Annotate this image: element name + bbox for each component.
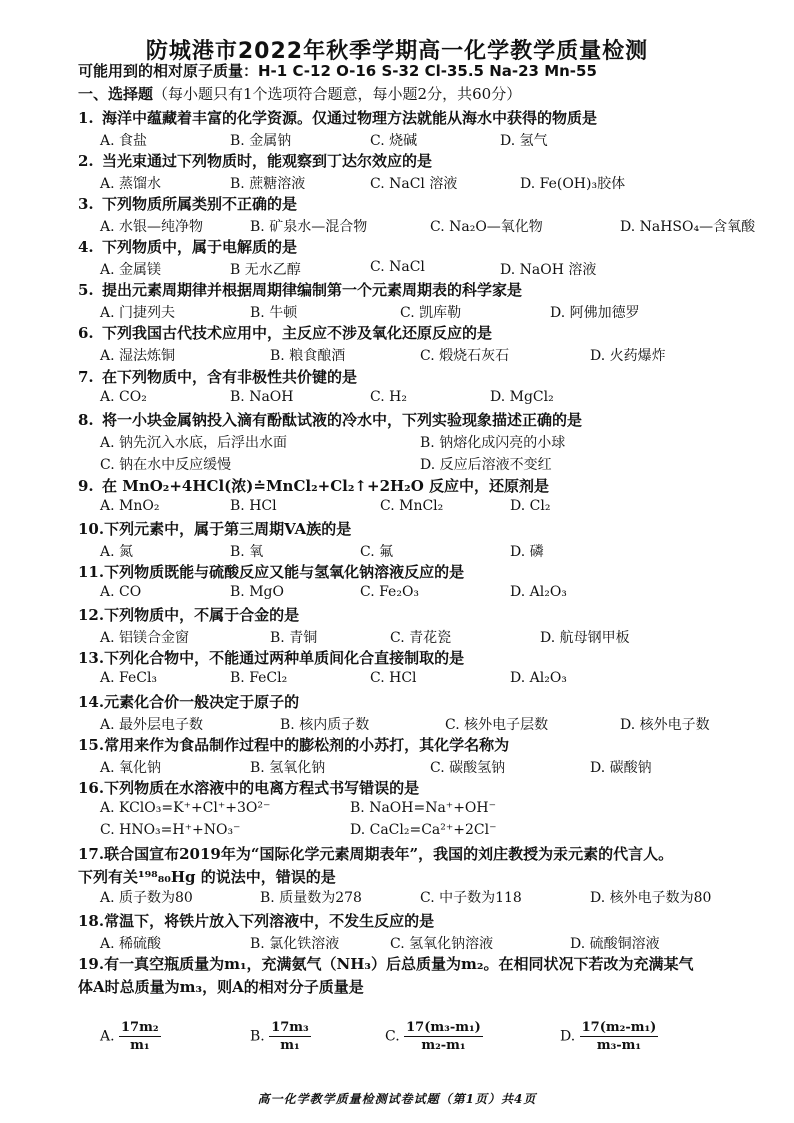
question-text: 下列物质在水溶液中的电离方程式书写错误的是 xyxy=(104,779,420,797)
answer-option: D. 阿佛加德罗 xyxy=(550,305,640,321)
question-stem xyxy=(78,953,778,974)
question-number: 18. xyxy=(78,912,105,930)
question-stem xyxy=(78,150,778,171)
fraction-numerator: 17m₂ xyxy=(121,1020,159,1035)
question-stem xyxy=(78,843,778,864)
fraction-denominator: m₃-m₁ xyxy=(596,1038,642,1053)
question-text-continued: 下列有关¹⁹⁸₈₀Hg 的说法中，错误的是 xyxy=(78,868,336,886)
question-text: 海洋中蕴藏着丰富的化学资源。仅通过物理方法就能从海水中获得的物质是 xyxy=(102,109,598,127)
question-text: 当光束通过下列物质时，能观察到丁达尔效应的是 xyxy=(102,152,433,170)
question-number: 12. xyxy=(78,606,105,624)
fraction-numerator: 17(m₃-m₁) xyxy=(406,1020,481,1035)
answer-option: A. 氧化钠 xyxy=(100,760,162,776)
question-number: 4. xyxy=(78,238,94,256)
question-text: 在 MnO₂+4HCl(浓)≐MnCl₂+Cl₂↑+2H₂O 反应中，还原剂是 xyxy=(102,477,550,495)
section-note: （每小题只有1个选项符合题意，每小题2分，共60分） xyxy=(153,85,522,103)
answer-option: B. 牛顿 xyxy=(250,305,298,321)
option-letter: B. xyxy=(250,1028,270,1045)
answer-option: B. 氯化铁溶液 xyxy=(250,936,340,952)
fraction xyxy=(404,1020,483,1053)
fraction xyxy=(580,1020,659,1053)
question-number: 8. xyxy=(78,411,94,429)
exam-title: 防城港市2022年秋季学期高一化学教学质量检测 xyxy=(145,39,649,64)
option-letter: C. xyxy=(385,1028,405,1045)
answer-option: B. MgO xyxy=(230,584,284,600)
answer-option: C. 钠在水中反应缓慢 xyxy=(100,457,232,473)
answer-option: C. HNO₃=H⁺+NO₃⁻ xyxy=(100,822,241,838)
answer-option: A. 蒸馏水 xyxy=(100,176,162,192)
answer-option: D. 氢气 xyxy=(500,133,548,149)
answer-option: C. HCl xyxy=(370,670,417,686)
fraction-numerator: 17(m₂-m₁) xyxy=(581,1020,657,1035)
answer-option: D. Cl₂ xyxy=(510,498,551,514)
question-number: 3. xyxy=(78,195,94,213)
answer-option: B. 氧 xyxy=(230,544,264,560)
question-text: 下列物质既能与硫酸反应又能与氢氧化钠溶液反应的是 xyxy=(104,563,465,581)
answer-option: B. 矿泉水—混合物 xyxy=(250,219,368,235)
answer-option: D. 核外电子数 xyxy=(620,717,710,733)
answer-option: A. CO₂ xyxy=(100,389,147,405)
answer-option: C. 烧碱 xyxy=(370,133,418,149)
answer-option: B. 蔗糖溶液 xyxy=(230,176,306,192)
question-text: 在下列物质中，含有非极性共价键的是 xyxy=(102,368,358,386)
answer-option: B. 质量数为278 xyxy=(260,890,362,906)
question-number: 14. xyxy=(78,693,105,711)
page-footer: 高一化学教学质量检测试卷试题（第1页）共4页 xyxy=(257,1092,537,1106)
question-text: 提出元素周期律并根据周期律编制第一个元素周期表的科学家是 xyxy=(102,281,523,299)
question-stem xyxy=(78,777,778,798)
question-stem xyxy=(78,409,778,430)
question-text: 下列化合物中，不能通过两种单质间化合直接制取的是 xyxy=(104,649,465,667)
question-number: 2. xyxy=(78,152,94,170)
question-text: 下列我国古代技术应用中，主反应不涉及氧化还原反应的是 xyxy=(102,324,493,342)
answer-option: D. 磷 xyxy=(510,544,544,560)
question-stem xyxy=(78,279,778,300)
question-stem xyxy=(78,691,778,712)
answer-option: A. MnO₂ xyxy=(100,498,160,514)
answer-option: B. NaOH xyxy=(230,389,294,405)
answer-option: D. 核外电子数为80 xyxy=(590,890,712,906)
answer-option: C. 煅烧石灰石 xyxy=(420,348,510,364)
question-stem xyxy=(78,647,778,668)
answer-option: C. 氟 xyxy=(360,544,394,560)
question-number: 7. xyxy=(78,368,94,386)
question-text: 将一小块金属钠投入滴有酚酞试液的冷水中，下列实验现象描述正确的是 xyxy=(102,411,583,429)
answer-option: C. NaCl 溶液 xyxy=(370,176,458,192)
question-text: 下列物质中，不属于合金的是 xyxy=(104,606,300,624)
answer-option: C. Na₂O—氧化物 xyxy=(430,219,543,235)
answer-option: D. NaOH 溶液 xyxy=(500,262,597,278)
question-number: 11. xyxy=(78,563,105,581)
answer-option: B. NaOH=Na⁺+OH⁻ xyxy=(350,800,496,816)
answer-option: B 无水乙醇 xyxy=(230,262,301,278)
question-number: 19. xyxy=(78,955,105,973)
answer-option: C. 氢氧化钠溶液 xyxy=(390,936,494,952)
answer-option: C. 青花瓷 xyxy=(390,630,452,646)
question-number: 10. xyxy=(78,520,105,538)
question-text: 有一真空瓶质量为m₁，充满氨气（NH₃）后总质量为m₂。在相同状况下若改为充满某气 xyxy=(104,955,694,973)
answer-option: A. 湿法炼铜 xyxy=(100,348,176,364)
answer-option: D. 反应后溶液不变红 xyxy=(420,457,552,473)
section-heading xyxy=(78,83,521,104)
answer-option: A. FeCl₃ xyxy=(100,670,158,686)
answer-option: C. 中子数为118 xyxy=(420,890,522,906)
question-text: 下列物质所属类别不正确的是 xyxy=(102,195,298,213)
question-text: 下列元素中，属于第三周期VA族的是 xyxy=(104,520,352,538)
answer-option: D. 碳酸钠 xyxy=(590,760,652,776)
answer-option: B. HCl xyxy=(230,498,277,514)
answer-option xyxy=(385,1020,483,1053)
question-stem xyxy=(78,561,778,582)
answer-option: B. 粮食酿酒 xyxy=(270,348,346,364)
section-title: 一、选择题 xyxy=(78,85,154,103)
answer-option: C. 碳酸氢钠 xyxy=(430,760,506,776)
answer-option: D. Al₂O₃ xyxy=(510,584,567,600)
answer-option: A. KClO₃=K⁺+Cl⁺+3O²⁻ xyxy=(100,800,271,816)
answer-option: B. 金属钠 xyxy=(230,133,292,149)
answer-option: A. 氮 xyxy=(100,544,134,560)
question-stem xyxy=(78,322,778,343)
question-stem xyxy=(78,518,778,539)
answer-option: D. 火药爆炸 xyxy=(590,348,666,364)
answer-option: C. Fe₂O₃ xyxy=(360,584,420,600)
question-stem xyxy=(78,604,778,625)
answer-option xyxy=(100,1020,161,1053)
question-text: 元素化合价一般决定于原子的 xyxy=(104,693,300,711)
answer-option: C. 凯库勒 xyxy=(400,305,462,321)
answer-option: B. 青铜 xyxy=(270,630,318,646)
question-number: 6. xyxy=(78,324,94,342)
fraction-numerator: 17m₃ xyxy=(271,1020,309,1035)
answer-option: D. MgCl₂ xyxy=(490,389,554,405)
option-letter: A. xyxy=(100,1028,120,1045)
question-text: 常用来作为食品制作过程中的膨松剂的小苏打，其化学名称为 xyxy=(104,736,510,754)
question-stem xyxy=(78,193,778,214)
question-stem xyxy=(78,366,778,387)
answer-option: A. 稀硫酸 xyxy=(100,936,162,952)
atomic-masses: 可能用到的相对原子质量：H-1 C-12 O-16 S-32 Cl-35.5 Na-23 Mn-55 xyxy=(78,62,597,80)
answer-option: D. 航母钢甲板 xyxy=(540,630,630,646)
question-number: 13. xyxy=(78,649,105,667)
answer-option: C. NaCl xyxy=(370,259,425,275)
answer-option: B. 核内质子数 xyxy=(280,717,370,733)
question-text: 常温下，将铁片放入下列溶液中，不发生反应的是 xyxy=(104,912,435,930)
fraction-denominator: m₁ xyxy=(280,1038,300,1053)
question-text-continued: 体A时总质量为m₃，则A的相对分子质量是 xyxy=(78,978,364,996)
fraction-denominator: m₁ xyxy=(130,1038,150,1053)
question-stem xyxy=(78,734,778,755)
question-text: 联合国宣布2019年为“国际化学元素周期表年”，我国的刘庄教授为汞元素的代言人。 xyxy=(104,845,674,863)
answer-option xyxy=(250,1020,311,1053)
fraction xyxy=(119,1020,161,1053)
answer-option: A. 铝镁合金窗 xyxy=(100,630,190,646)
answer-option: A. CO xyxy=(100,584,142,600)
fraction-denominator: m₂-m₁ xyxy=(421,1038,466,1053)
answer-option: D. NaHSO₄—含氧酸 xyxy=(620,219,756,235)
question-text: 下列物质中，属于电解质的是 xyxy=(102,238,298,256)
question-number: 5. xyxy=(78,281,94,299)
question-number: 15. xyxy=(78,736,105,754)
answer-option: C. MnCl₂ xyxy=(380,498,444,514)
answer-option: A. 食盐 xyxy=(100,133,148,149)
answer-option: B. FeCl₂ xyxy=(230,670,288,686)
question-stem xyxy=(78,236,778,257)
question-number: 17. xyxy=(78,845,105,863)
question-stem xyxy=(78,475,778,496)
answer-option: D. 硫酸铜溶液 xyxy=(570,936,660,952)
question-number: 1. xyxy=(78,109,94,127)
question-stem xyxy=(78,910,778,931)
answer-option: A. 质子数为80 xyxy=(100,890,193,906)
fraction xyxy=(269,1020,311,1053)
answer-option: D. CaCl₂=Ca²⁺+2Cl⁻ xyxy=(350,822,497,838)
option-letter: D. xyxy=(560,1028,580,1045)
question-number: 16. xyxy=(78,779,105,797)
question-number: 9. xyxy=(78,477,94,495)
answer-option: B. 氢氧化钠 xyxy=(250,760,326,776)
answer-option: C. H₂ xyxy=(370,389,407,405)
answer-option: B. 钠熔化成闪亮的小球 xyxy=(420,435,566,451)
answer-option: A. 钠先沉入水底，后浮出水面 xyxy=(100,435,288,451)
question-stem xyxy=(78,107,778,128)
answer-option xyxy=(560,1020,658,1053)
answer-option: C. 核外电子层数 xyxy=(445,717,549,733)
answer-option: D. Fe(OH)₃胶体 xyxy=(520,176,626,192)
answer-option: A. 水银—纯净物 xyxy=(100,219,204,235)
answer-option: A. 最外层电子数 xyxy=(100,717,204,733)
answer-option: D. Al₂O₃ xyxy=(510,670,567,686)
answer-option: A. 金属镁 xyxy=(100,262,162,278)
answer-option: A. 门捷列夫 xyxy=(100,305,176,321)
